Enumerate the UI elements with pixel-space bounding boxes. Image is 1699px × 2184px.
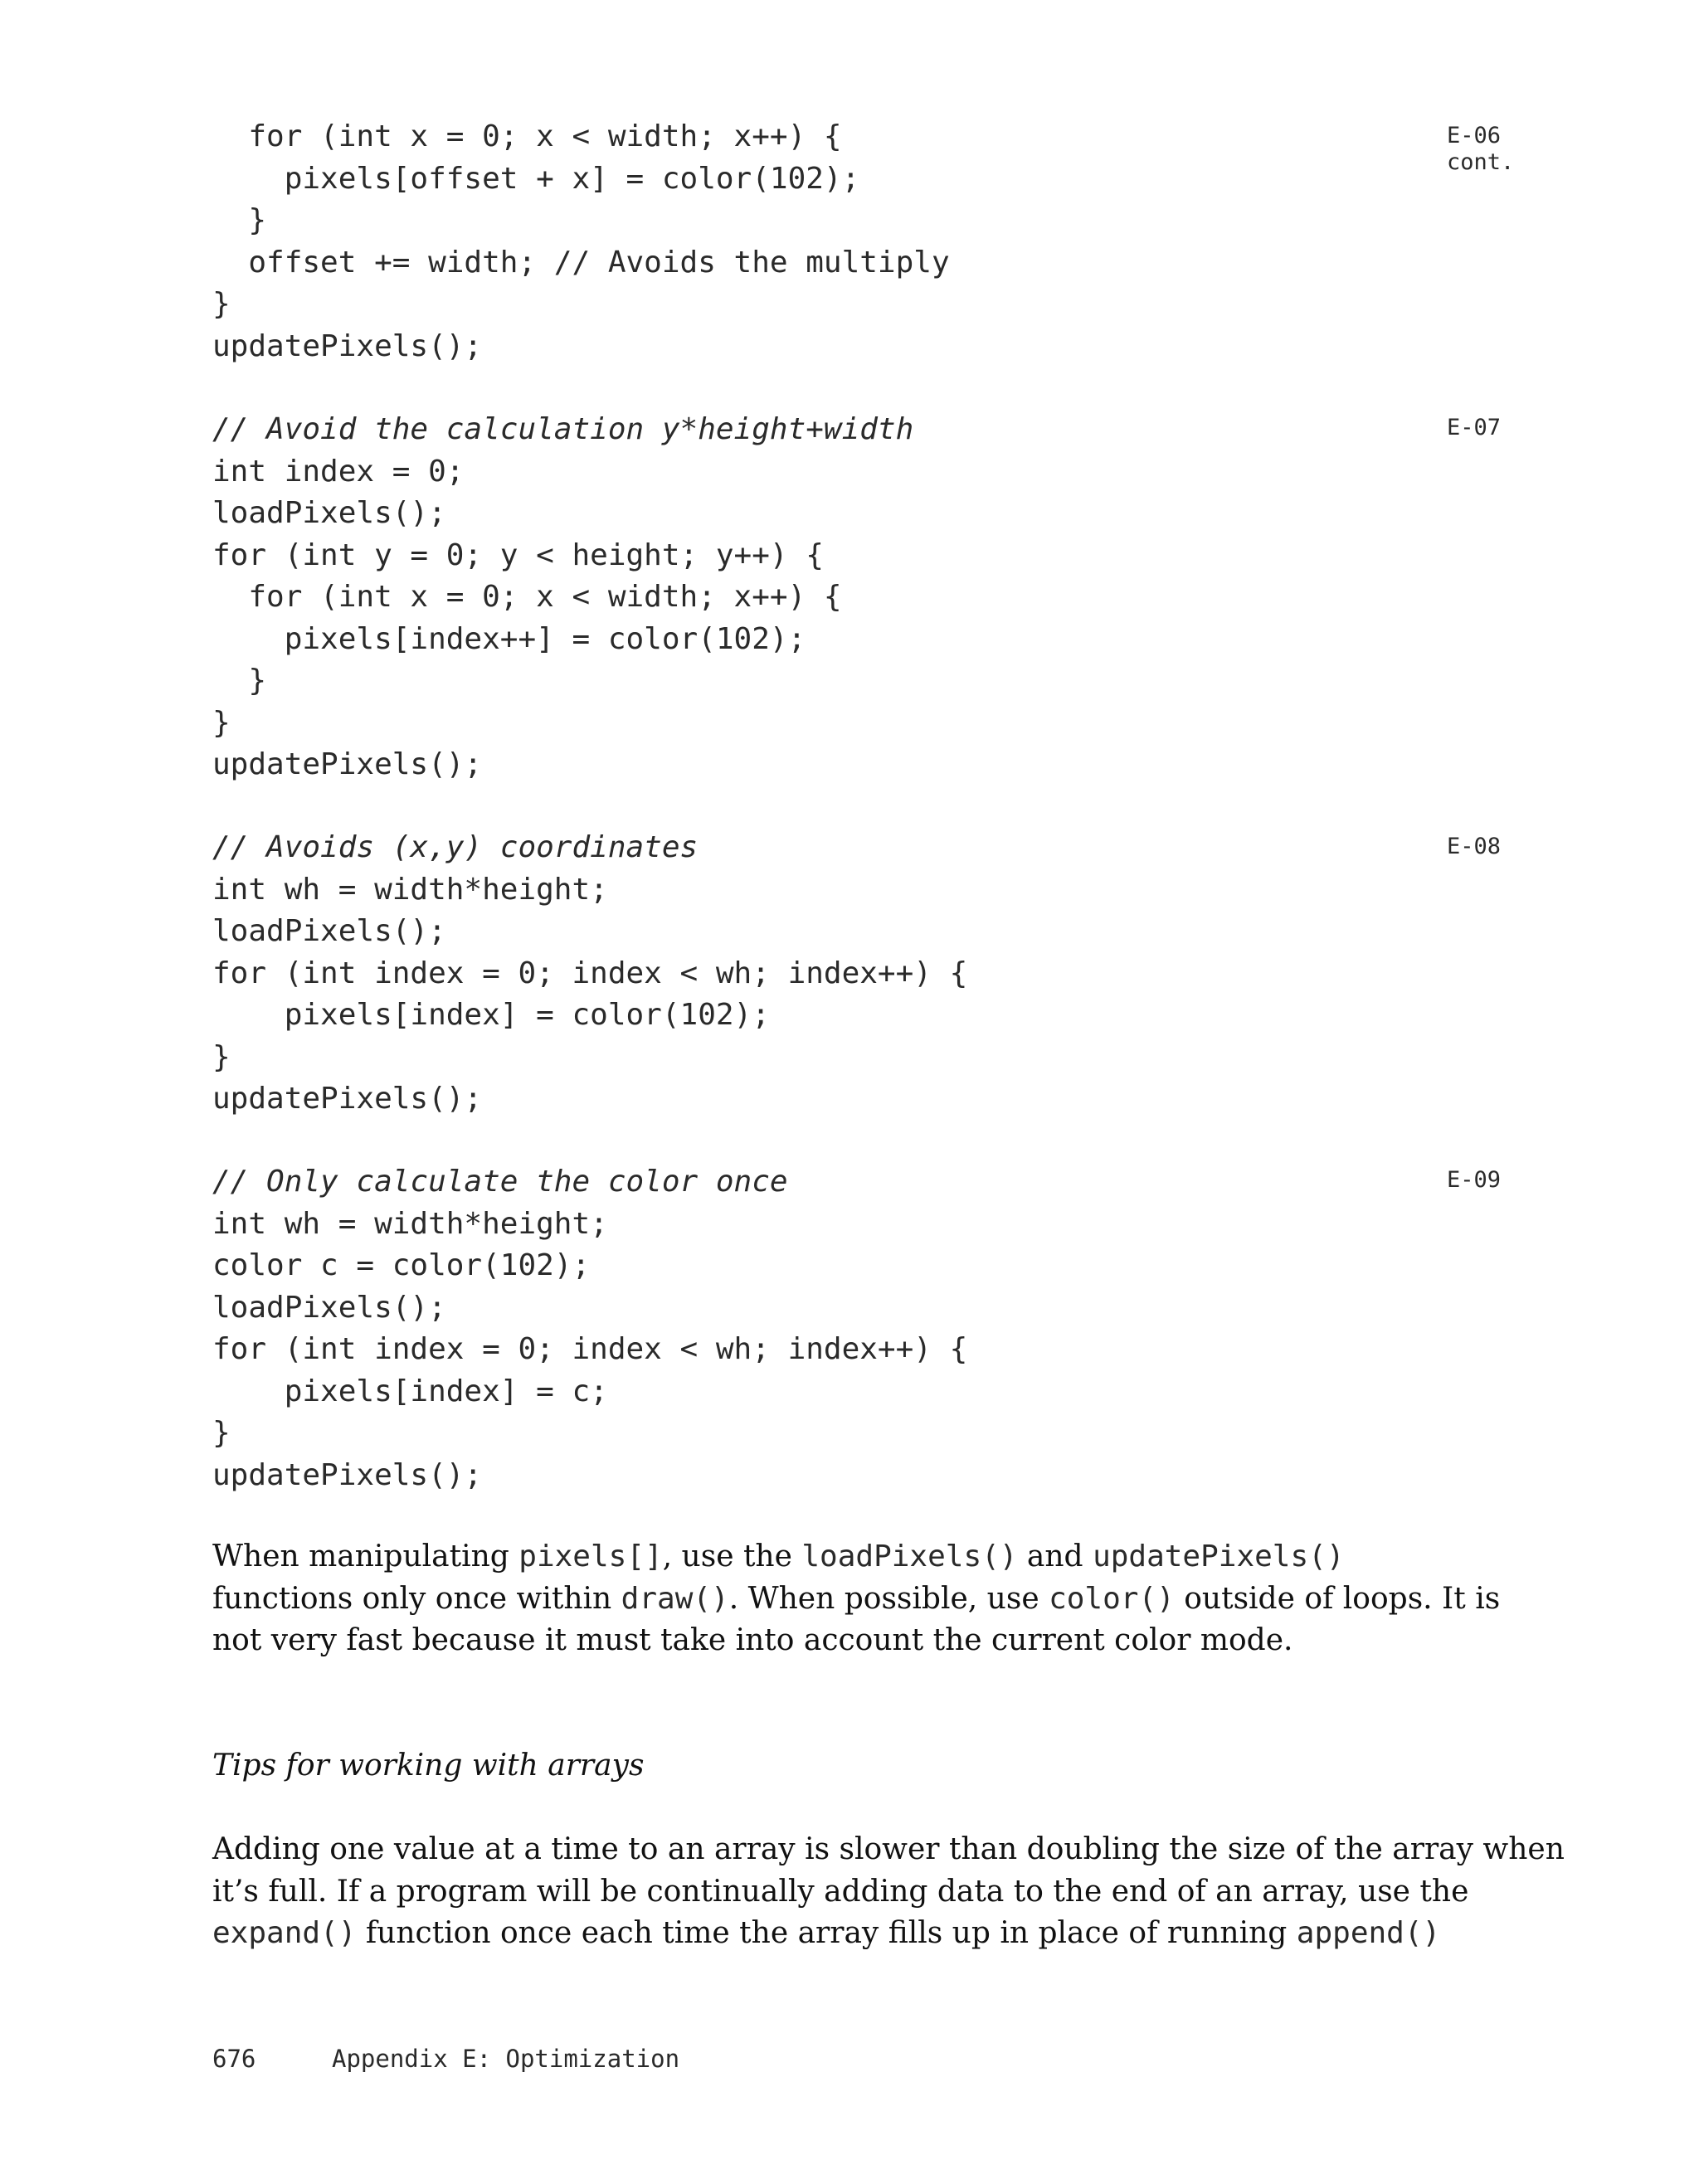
- code-line: for (int index = 0; index < wh; index++) {: [212, 1332, 968, 1366]
- code-comment: // Avoids (x,y) coordinates: [212, 830, 699, 864]
- code-line: pixels[index] = color(102);: [212, 998, 770, 1032]
- code-line-with-comment: offset += width; // Avoids the multiply: [212, 245, 950, 280]
- example-label-e07: E-07: [1447, 415, 1502, 440]
- text-run: and: [1017, 1540, 1093, 1574]
- inline-code: expand(): [212, 1916, 357, 1950]
- inline-code: pixels[]: [518, 1540, 663, 1574]
- code-line: int index = 0;: [212, 454, 465, 489]
- code-line: }: [212, 664, 267, 698]
- code-block-e08: [212, 827, 967, 1121]
- code-block-e09: [212, 1161, 967, 1496]
- paragraph-arrays-tip: [212, 1829, 1565, 1955]
- inline-code: updatePixels(): [1093, 1540, 1345, 1574]
- code-line: }: [212, 1416, 231, 1450]
- code-line: for (int y = 0; y < height; y++) {: [212, 537, 824, 572]
- paragraph-line: [212, 1536, 1440, 1578]
- code-line: color c = color(102);: [212, 1248, 591, 1282]
- code-line: updatePixels();: [212, 1082, 483, 1116]
- text-run: function once each time the array fills up in place of running: [356, 1916, 1297, 1950]
- paragraph-line: [212, 1578, 1501, 1621]
- code-line: loadPixels();: [212, 496, 446, 530]
- example-label-e06: E-06 cont.: [1447, 123, 1515, 175]
- code-block-e06: [212, 116, 950, 367]
- code-line: int wh = width*height;: [212, 872, 608, 907]
- code-line: for (int x = 0; x < width; x++) {: [212, 119, 842, 153]
- code-line: updatePixels();: [212, 1457, 483, 1492]
- code-line: pixels[offset + x] = color(102);: [212, 161, 860, 196]
- code-line: int wh = width*height;: [212, 1206, 608, 1241]
- code-line: updatePixels();: [212, 747, 483, 781]
- code-line: for (int x = 0; x < width; x++) {: [212, 580, 842, 614]
- code-line: }: [212, 1039, 231, 1074]
- code-line: }: [212, 705, 231, 740]
- inline-code: loadPixels(): [801, 1540, 1018, 1574]
- code-line: }: [212, 203, 267, 237]
- inline-code: draw(): [621, 1581, 729, 1616]
- code-comment: // Avoid the calculation y*height+width: [212, 412, 914, 446]
- example-label-e09: E-09: [1447, 1167, 1502, 1193]
- text-run: outside of loops. It is: [1174, 1581, 1501, 1616]
- page-number: 676: [212, 2045, 256, 2073]
- inline-code: append(): [1296, 1916, 1441, 1950]
- code-line: loadPixels();: [212, 914, 446, 948]
- code-line: loadPixels();: [212, 1290, 446, 1325]
- paragraph-line: not very fast because it must take into account the current color mode.: [212, 1623, 1293, 1657]
- running-footer-section: Appendix E: Optimization: [332, 2045, 680, 2073]
- text-run: . When possible, use: [728, 1581, 1049, 1616]
- code-block-e07: [212, 409, 913, 786]
- paragraph-pixels-tip: [212, 1536, 1501, 1662]
- code-comment: // Only calculate the color once: [212, 1165, 788, 1199]
- text-run: When manipulating: [212, 1540, 519, 1574]
- paragraph-line: Adding one value at a time to an array is slower than doubling the size of the array when: [212, 1832, 1565, 1866]
- section-heading: Tips for working with arrays: [212, 1749, 645, 1783]
- text-run: , use the: [662, 1540, 802, 1574]
- code-line: updatePixels();: [212, 328, 483, 363]
- example-label-e08: E-08: [1447, 834, 1502, 859]
- code-line: for (int index = 0; index < wh; index++) {: [212, 956, 968, 990]
- code-line: pixels[index++] = color(102);: [212, 621, 806, 656]
- inline-code: color(): [1049, 1581, 1175, 1616]
- text-run: functions only once within: [212, 1581, 621, 1616]
- code-line: pixels[index] = c;: [212, 1374, 608, 1408]
- paragraph-line: it’s full. If a program will be continually adding data to the end of an array, use the: [212, 1874, 1469, 1909]
- paragraph-line: [212, 1913, 1440, 1955]
- code-line: }: [212, 287, 231, 321]
